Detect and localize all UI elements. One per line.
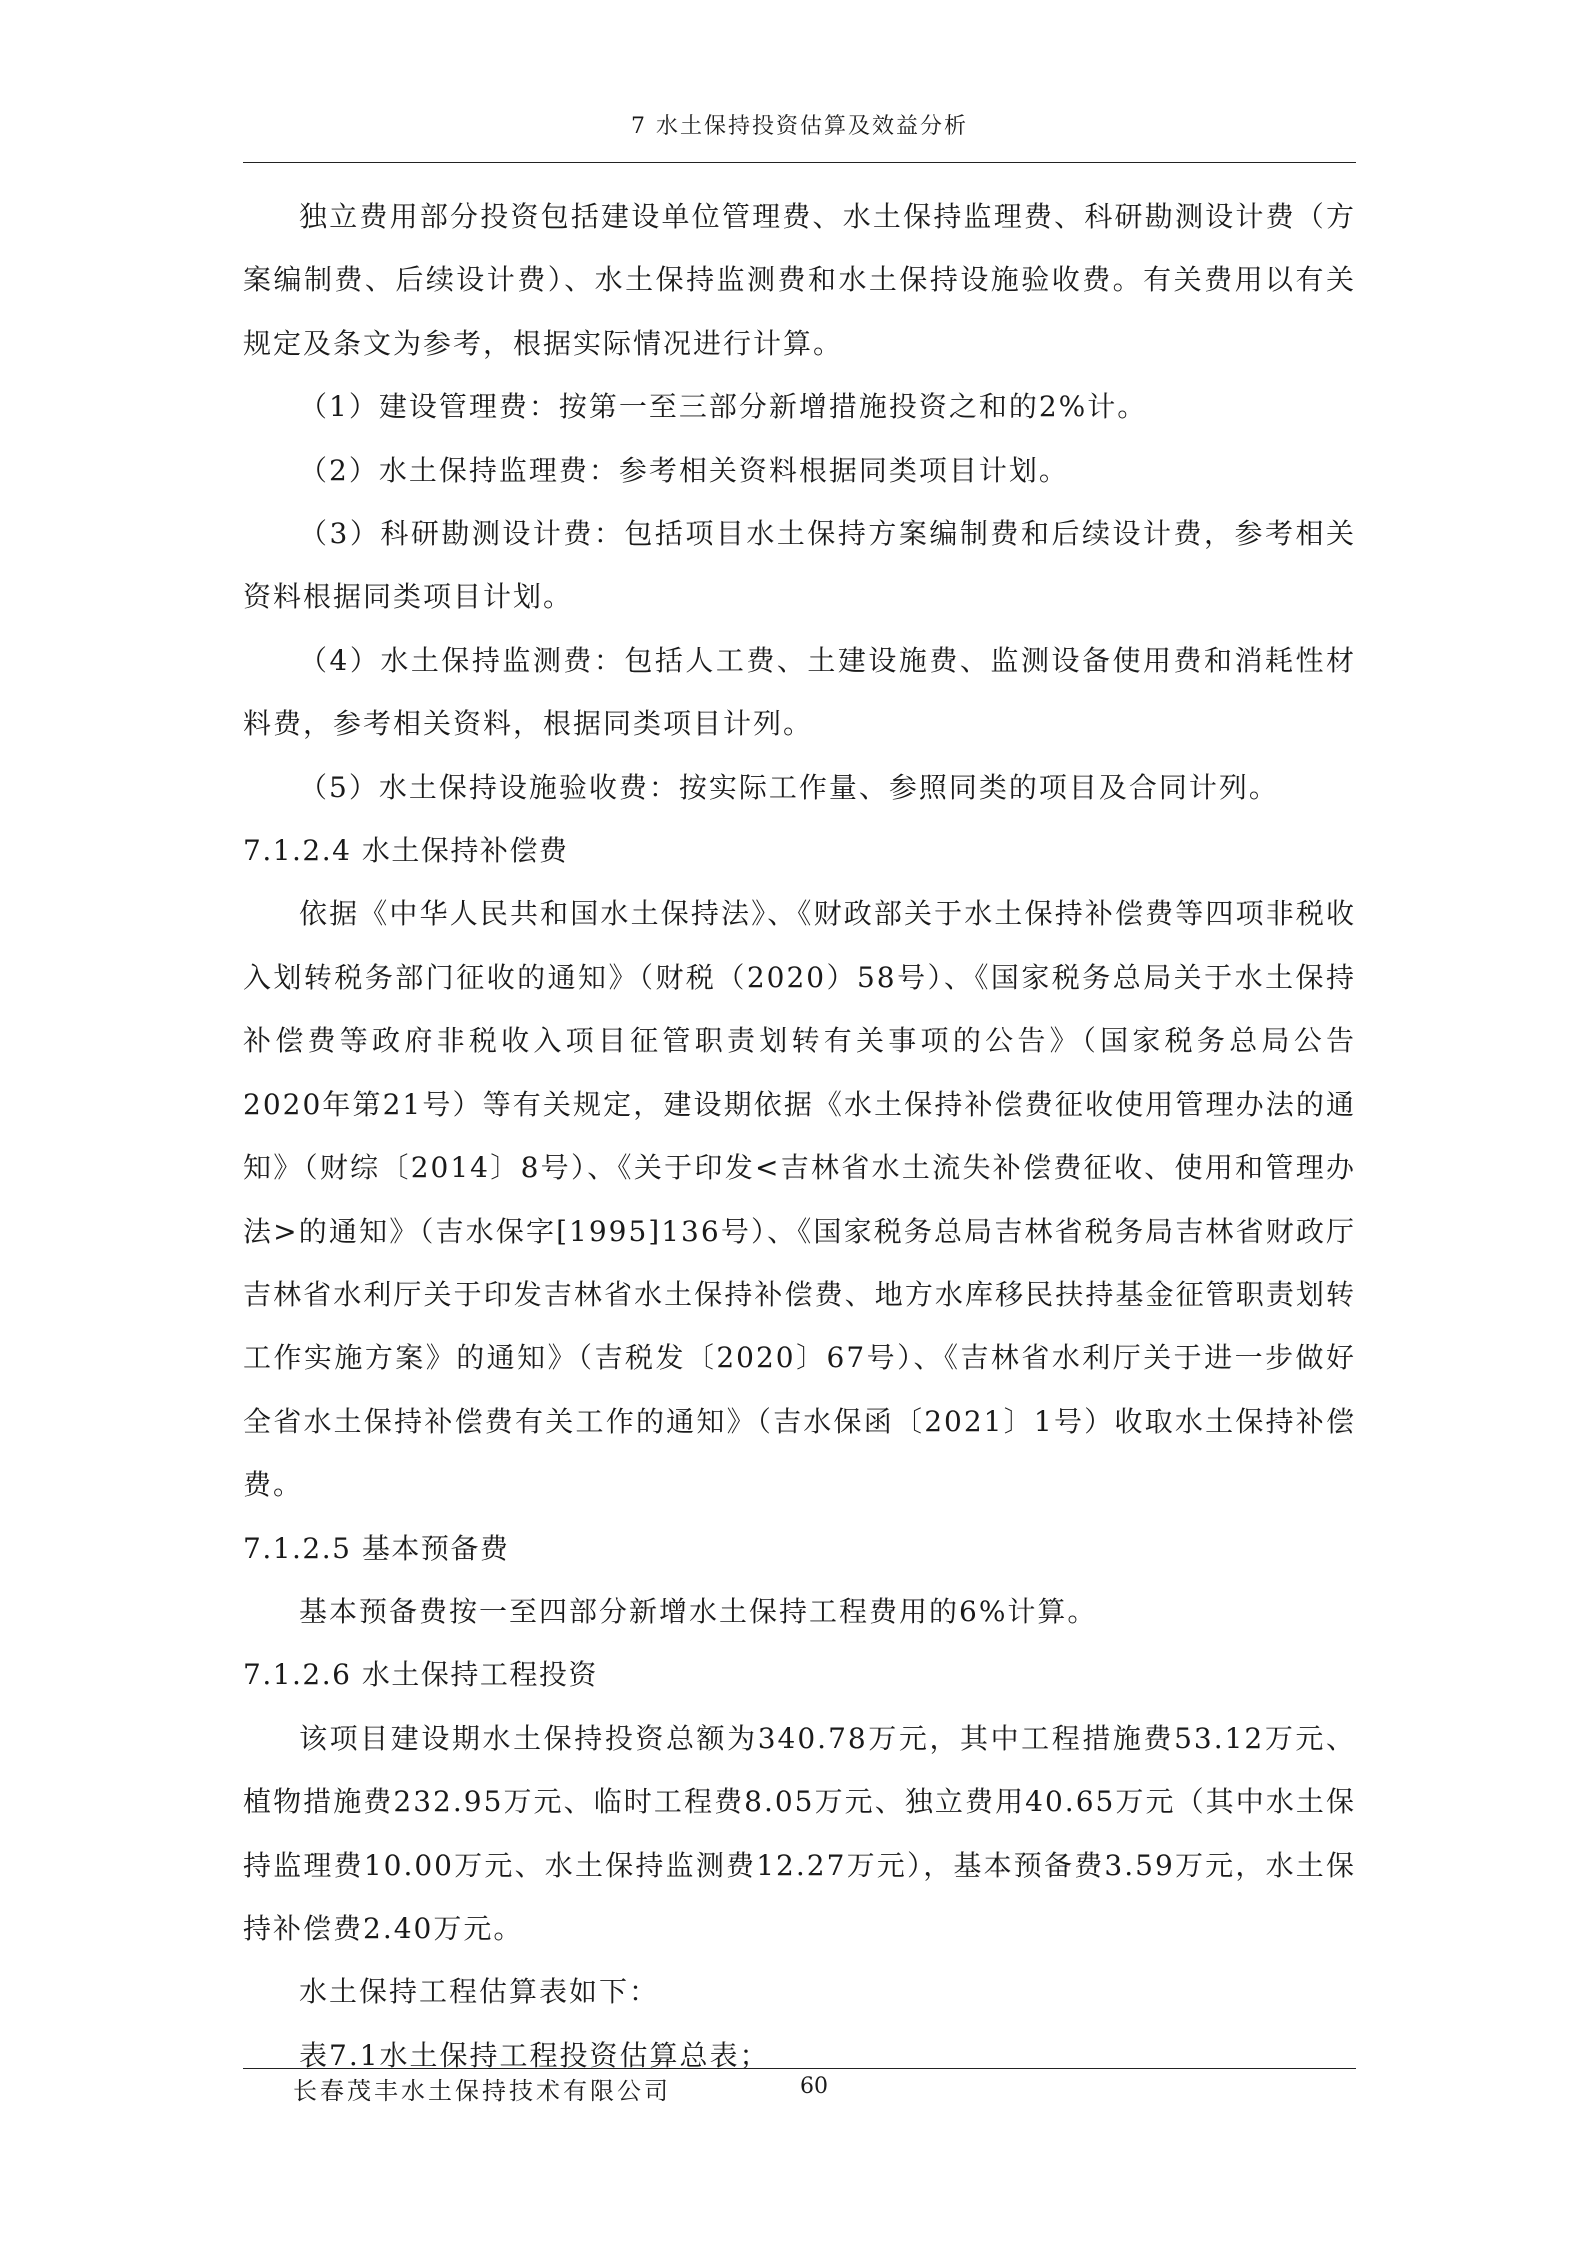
section-heading: 7.1.2.5 基本预备费 — [243, 1531, 510, 1565]
list-item: （5）水土保持设施验收费：按实际工作量、参照同类的项目及合同计列。 — [299, 770, 1279, 804]
running-header: 7 水土保持投资估算及效益分析 — [631, 114, 968, 139]
paragraph: 独立费用部分投资包括建设单位管理费、水土保持监理费、科研勘测设计费（方案编制费、后续设计费）、水土保持监测费和水土保持设施验收费。有关费用以有关规定及条文为参考，根据实际情况进行计算。 — [243, 200, 1356, 360]
footer-divider — [243, 2068, 1356, 2069]
header-divider — [243, 162, 1356, 163]
list-item: （2）水土保持监理费：参考相关资料根据同类项目计划。 — [299, 453, 1069, 487]
section-heading: 7.1.2.4 水土保持补偿费 — [243, 834, 569, 868]
list-item: （1）建设管理费：按第一至三部分新增措施投资之和的2%计。 — [299, 390, 1148, 424]
paragraph: 基本预备费按一至四部分新增水土保持工程费用的6%计算。 — [299, 1594, 1098, 1628]
section-heading: 7.1.2.6 水土保持工程投资 — [243, 1658, 598, 1692]
list-item: （4）水土保持监测费：包括人工费、土建设施费、监测设备使用费和消耗性材料费，参考相关资料，根据同类项目计列。 — [243, 643, 1356, 741]
page-number: 60 — [800, 2074, 828, 2099]
paragraph: 该项目建设期水土保持投资总额为340.78万元，其中工程措施费53.12万元、植物措施费232.95万元、临时工程费8.05万元、独立费用40.65万元（其中水土保持监理费10.00万元、水土保持监测费12.27万元），基本预备费3.59万元，水土保持补偿费2.40万元。 — [243, 1721, 1356, 1945]
list-item: （3）科研勘测设计费：包括项目水土保持方案编制费和后续设计费，参考相关资料根据同类项目计划。 — [243, 517, 1356, 614]
body-text — [243, 185, 1356, 2087]
table-caption: 表7.1水土保持工程投资估算总表； — [299, 2038, 770, 2072]
paragraph: 依据《中华人民共和国水土保持法》、《财政部关于水土保持补偿费等四项非税收入划转税务部门征收的通知》（财税（2020）58号）、《国家税务总局关于水土保持补偿费等政府非税收入项目征管职责划转有关事项的公告》（国家税务总局公告2020年第21号）等有关规定，建设期依据《水土保持补偿费征收使用管理办法的通知》（财综〔2014〕8号）、《关于印发<吉林省水土流失补偿费征收、使用和管理办法>的通知》（吉水保字[1995]136号）、《国家税务总局吉林省税务局吉林省财政厅吉林省水利厅关于印发吉林省水土保持补偿费、地方水库移民扶持基金征管职责划转工作实施方案》的通知》（吉税发〔2020〕67号）、《吉林省水利厅关于进一步做好全省水土保持补偿费有关工作的通知》（吉水保函〔2021〕1号）收取水土保持补偿费。 — [243, 897, 1356, 1502]
footer-company: 长春茂丰水土保持技术有限公司 — [293, 2077, 671, 2105]
paragraph: 水土保持工程估算表如下： — [299, 1975, 660, 2009]
